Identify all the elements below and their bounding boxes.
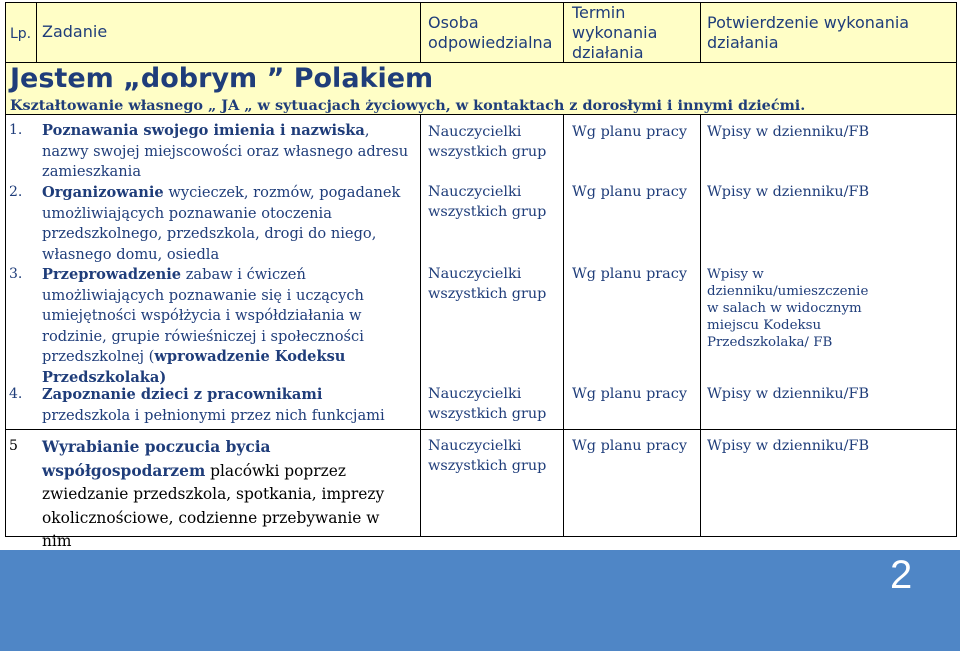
row-1-number: 1. <box>9 122 23 138</box>
row-4-task-text: przedszkola i pełnionymi przez nich funkcjami <box>42 406 385 424</box>
col-divider-resp <box>563 2 564 62</box>
row-1-confirmation: Wpisy w dzienniku/FB <box>707 124 870 140</box>
row-1-task-highlight: Poznawania swojego imienia i nazwiska <box>42 122 365 139</box>
row-2-term: Wg planu pracy <box>572 184 687 200</box>
row-1-term: Wg planu pracy <box>572 124 687 140</box>
row-3-task-highlight-2: wprowadzenie Kodeksu Przedszkolaka) <box>42 348 346 386</box>
row-4-term: Wg planu pracy <box>572 386 687 402</box>
section-title: Jestem „dobrym ” Polakiem <box>10 63 434 94</box>
header-task: Zadanie <box>42 22 108 41</box>
row-2-task-text: wycieczek, rozmów, pogadanek umożliwiających poznawanie otoczenia przedszkolnego, przedszkola, drogi do niego, własnego domu, osiedla <box>42 184 401 263</box>
col-divider-term <box>700 2 701 62</box>
row-2-task-highlight: Organizowanie <box>42 184 164 201</box>
section-subtitle: Kształtowanie własnego „ JA „ w sytuacjach życiowych, w kontaktach z dorosłymi i innymi dziećmi. <box>10 97 806 114</box>
row-3-task <box>42 265 412 388</box>
row-5-term: Wg planu pracy <box>572 438 687 454</box>
row-5-number: 5 <box>9 438 18 454</box>
row-divider <box>5 429 956 430</box>
row-2-task <box>42 183 412 265</box>
table-right-border <box>956 2 957 537</box>
row-4-number: 4. <box>9 386 23 402</box>
col-divider-term-body <box>700 114 701 536</box>
row-5-responsible: Nauczycielki wszystkich grup <box>428 438 547 474</box>
footer-band <box>0 550 960 651</box>
row-5-task-highlight: Wyrabianie poczucia bycia współgospodarzem <box>42 438 271 480</box>
row-3-number: 3. <box>9 266 23 282</box>
row-4-task-highlight: Zapoznanie dzieci z pracownikami <box>42 386 323 403</box>
row-3-confirmation: Wpisy w dzienniku/umieszczenie w salach w widocznym miejscu Kodeksu Przedszkolaka/ FB <box>707 267 869 350</box>
header-term: Termin wykonania działania <box>572 3 658 62</box>
table-top-border <box>5 2 956 3</box>
page-number: 2 <box>890 553 913 597</box>
row-4-responsible: Nauczycielki wszystkich grup <box>428 386 547 422</box>
row-3-term: Wg planu pracy <box>572 266 687 282</box>
row-5-task <box>42 436 412 554</box>
row-3-task-text: zabaw i ćwiczeń umożliwiających poznawanie się i uczących umiejętności współżycia i współdziałania w rodzinie, grupie rówieśniczej i społeczności przedszkolnej ( <box>42 266 364 365</box>
header-confirmation: Potwierdzenie wykonania działania <box>707 13 910 52</box>
header-lp: Lp. <box>10 26 32 42</box>
row-1-task <box>42 121 412 183</box>
col-divider-lp <box>36 2 37 62</box>
col-divider-task-body <box>420 114 421 536</box>
col-divider-resp-body <box>563 114 564 536</box>
col-divider-task <box>420 2 421 62</box>
row-3-task-highlight: Przeprowadzenie <box>42 266 182 283</box>
row-2-confirmation: Wpisy w dzienniku/FB <box>707 184 870 200</box>
row-1-task-text: , nazwy swojej miejscowości oraz własnego adresu zamieszkania <box>42 122 409 180</box>
row-3-responsible: Nauczycielki wszystkich grup <box>428 266 547 302</box>
table-left-border <box>5 2 6 537</box>
row-5-task-text: placówki poprzez zwiedzanie przedszkola, spotkania, imprezy okolicznościowe, codzienne przebywanie w nim <box>42 461 385 550</box>
row-2-number: 2. <box>9 184 23 200</box>
row-4-task <box>42 385 412 426</box>
row-5-confirmation: Wpisy w dzienniku/FB <box>707 438 870 454</box>
row-2-responsible: Nauczycielki wszystkich grup <box>428 184 547 220</box>
row-1-responsible: Nauczycielki wszystkich grup <box>428 124 547 160</box>
header-responsible: Osoba odpowiedzialna <box>428 13 553 52</box>
row-4-confirmation: Wpisy w dzienniku/FB <box>707 386 870 402</box>
